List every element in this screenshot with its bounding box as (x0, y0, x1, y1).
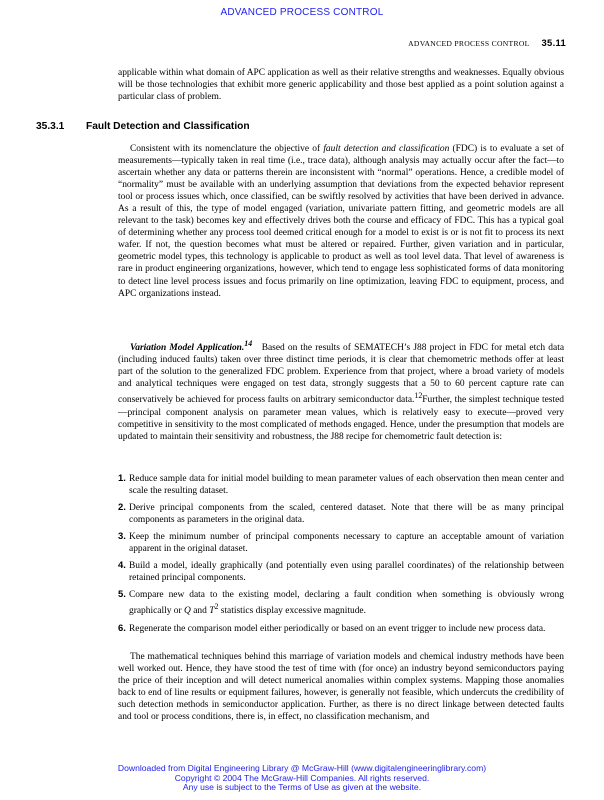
fault-detection-steps (118, 473, 564, 640)
step-number: 1. (118, 473, 126, 484)
superscript: 2 (214, 602, 219, 612)
intro-text: applicable within what domain of APC application as well as their relative strengths and weaknesses. Equally obvious will be those technologies that exhibit more generic applicability and those best applied as a point solution against a particular class of problem. (118, 68, 564, 103)
step-text-part: and (190, 606, 210, 617)
step-text-part: statistics display excessive magnitude. (218, 606, 366, 617)
intro-paragraph (118, 67, 564, 103)
step-text (129, 589, 564, 617)
step-text: Keep the minimum number of principal components necessary to capture an acceptable amount of variation apparent in the original dataset. (129, 532, 564, 555)
reference-marker: 14 (244, 339, 253, 348)
list-item (118, 473, 564, 497)
variation-model-paragraph (118, 338, 564, 443)
step-number: 2. (118, 502, 126, 514)
fdc-term: fault detection and classification (323, 144, 450, 154)
running-head-title: ADVANCED PROCESS CONTROL (408, 39, 530, 48)
footer-copyright-line: Copyright © 2004 The McGraw-Hill Companies. All rights reserved. (174, 772, 430, 783)
step-text: Regenerate the comparison model either periodically or based on an event trigger to include new process data. (129, 623, 546, 634)
section-number: 35.3.1 (36, 121, 65, 132)
step-text-part: Compare new data to the existing model, declaring a fault condition when something is obviously wrong graphically or (129, 590, 564, 617)
list-item (118, 502, 564, 526)
step-number: 3. (118, 531, 126, 543)
closing-paragraph (118, 651, 564, 723)
fdc-paragraph (118, 143, 564, 300)
fdc-body: (FDC) is to evaluate a set of measurements—typically taken in real time (i.e., trace data), although analysis may actually occur after the fact—to ascertain whether any data or patterns therein are inconsistent with “normal” operations. Hence, a credible model of “normality” must be available with an underlying assumption that deviations from the expected behavior represent tool or process issues which, once classified, can be swiftly resolved by activities that have been derived in advance. As a result of this, the type of model engaged (variation, univariate pattern fitting, and geometric models are all relevant to the task) becomes key and effectively drives both the course and efficacy of FDC. This has a typical goal of determining whether any process tool deemed critical enough for a model to exist is or is not fit to process its next wafer. If not, the question becomes what must be altered or repaired. Further, given variation and in particular, geometric model types, this technology is applicable to product as well as tool level data. That level of awareness is rare in product engineering organizations, however, which tend to engage less sophisticated forms of data monitoring to detect line level process issues and focus primarily on line optimization, leaving FDC to equipment, process, and APC organizations instead. (118, 144, 564, 299)
fdc-lead: Consistent with its nomenclature the objective of (130, 144, 324, 154)
step-number: 6. (118, 622, 126, 634)
runin-heading (130, 339, 253, 354)
step-text: Reduce sample data for initial model building to mean parameter values of each observation then mean center and scale the resulting dataset. (129, 474, 564, 497)
footer-terms-line[interactable]: Any use is subject to the Terms of Use as given at the website. (182, 782, 422, 793)
step-number: 4. (118, 560, 126, 572)
variation-model-text (118, 338, 564, 443)
page-number: 35.11 (541, 37, 566, 48)
list-item (118, 531, 564, 555)
t2-statistic: T (209, 606, 215, 617)
section-title: Fault Detection and Classification (86, 121, 250, 132)
step-text: Build a model, ideally graphically (and potentially even using parallel coordinates) of the relationship between retained principal components. (129, 561, 564, 584)
step-number: 5. (118, 589, 126, 601)
step-text: Derive principal components from the scaled, centered dataset. Note that there will be as many principal components as parameters in the original data. (129, 503, 564, 526)
runin-label: Variation Model Application. (130, 343, 245, 354)
list-item (118, 589, 564, 617)
header-banner: ADVANCED PROCESS CONTROL (220, 7, 384, 18)
closing-paragraph-text: The mathematical techniques behind this marriage of variation models and chemical industry methods have been well worked out. Hence, they have stood the test of time with (for once) an industry beyond semiconductors paying the price of their inception and will detect numerical anomalies within complex systems. Mapping those anomalies back to end of line results or equipment failures, however, is generally not feasible, which undercuts the credibility of such detection methods in semiconductor application. Further, as there is no direct linkage between detected faults and tool or process conditions, there is, in effect, no classification mechanism, and (118, 652, 564, 723)
reference-marker: 12 (414, 391, 423, 401)
footer-download-line[interactable]: Downloaded from Digital Engineering Library @ McGraw-Hill (www.digitalengineeringlibrary.com) (117, 763, 487, 773)
list-item (118, 560, 564, 584)
fdc-paragraph-text (118, 143, 564, 300)
footer (0, 764, 604, 793)
variation-model-part1: Based on the results of SEMATECH’s J88 project in FDC for metal etch data (including induced faults) taken over three distinct time periods, it is clear that chemometric methods offer at least part of the solution to the generalized FDC problem. Experience from that project, where a broad variety of models and analytical techniques were engaged on test data, strongly suggests that a 50 to 60 percent capture rate can conservatively be achieved for process faults on arbitrary semiconductor data. (118, 343, 565, 406)
q-statistic: Q (184, 606, 191, 617)
list-item (118, 623, 564, 635)
running-head (408, 37, 566, 48)
section-heading (36, 121, 250, 132)
variation-model-part2: Further, the simplest technique tested—principal component analysis on parameter mean values, which is relatively easy to execute—proved very competitive in sensitivity to the most complicated of methods engaged. Hence, under the presumption that models are updated to maintain their sensitivity and robustness, the J88 recipe for chemometric fault detection is: (118, 395, 565, 442)
